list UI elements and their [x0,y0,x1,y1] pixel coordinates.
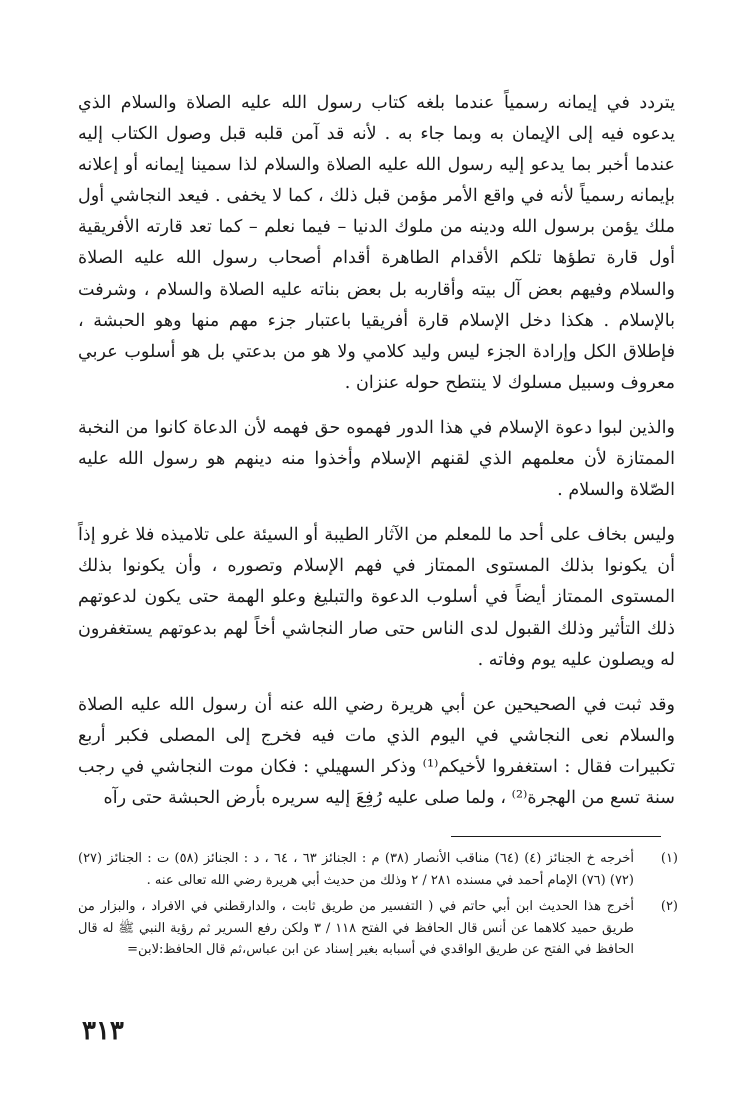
paragraph-3: وليس بخاف على أحد ما للمعلم من الآثار الطيبة أو السيئة على تلاميذه فلا غرو إذاً أن يكونوا بذلك المستوى الممتاز في فهم الإسلام وتصوره ، وأن يكونوا بذلك المستوى الممتاز أيضاً في أسلوب الدعوة والتبليغ وعلو الهمة حتى يكون لدعوتهم ذلك التأثير وذلك القبول لدى الناس حتى صار النجاشي أخاً لهم بدعوتهم يستغفرون له ويصلون عليه يوم وفاته . [78,525,675,670]
footnote-number: (٢) [660,899,678,914]
paragraph-1: يتردد في إيمانه رسمياً عندما بلغه كتاب رسول الله عليه الصلاة والسلام الذي يدعوه فيه إلى الإيمان به وبما جاء به . لأنه قد آمن قلبه قبل وصول الكتاب إليه عندما أخبر بما يدعو إليه رسول الله عليه الصلاة والسلام لذا سمينا إيمانه أو إعلانه بإيمانه رسمياً لأنه في واقع الأمر مؤمن قبل ذلك ، كما لا يخفى . فيعد النجاشي أول ملك يؤمن برسول الله ودينه من ملوك الدنيا – فيما نعلم – كما تعد قارته الأفريقية أول قارة تطؤها تلكم الأقدام الطاهرة أقدام أصحاب رسول الله عليه الصلاة والسلام وفيهم بعض آل بيته وأقاربه بل بعض بناته عليه الصلاة والسلام ، وشرفت بالإسلام . هكذا دخل الإسلام قارة أفريقيا باعتبار جزء مهم منها وهو الحبشة ، فإطلاق الكل وإرادة الجزء ليس وليد كلامي ولا هو من بدعتي بل هو أسلوب عربي معروف وسبيل مسلوك لا ينتطح حوله عنزان . [78,93,675,393]
footnote-1 [78,848,678,891]
footnote-text: أخرجه خ الجنائز (٤) (٦٤) مناقب الأنصار (٣٨) م : الجنائز ٦٣ ، ٦٤ ، د : الجنائز (٥٨) ت : الجنائز (٢٧) (٧٢) (٧٦) الإمام أحمد في مسنده ٢٨١ / ٢ وذلك من حديث أبي هريرة رضي الله تعالى عنه . [78,851,635,888]
footnote-2 [78,896,678,961]
paragraph-2: والذين لبوا دعوة الإسلام في هذا الدور فهموه حق فهمه لأن الدعاة كانوا من النخبة الممتازة لأن معلمهم الذي لقنهم الإسلام وأخذوا منه دينهم هو رسول الله عليه الصّلاة والسلام . [78,417,675,501]
footnote-separator [451,836,661,837]
footnote-text: أخرج هذا الحديث ابن أبي حاتم في ( التفسير من طريق ثابت ، والدارقطني في الافراد ، والبزار من طريق حميد كلاهما عن أنس قال الحافظ في الفتح ١١٨ / ٣ ولكن رفع السرير ثم رؤية النبي ﷺ له قال الحافظ في الفتح عن طريق الواقدي في أسبابه بغير إسناد عن ابن عباس،ثم قال الحافظ:لابن= [78,899,634,957]
page-number: ٣١٣ [82,1016,124,1046]
footnotes [78,848,678,966]
paragraph-4: وقد ثبت في الصحيحين عن أبي هريرة رضي الله عنه أن رسول الله عليه الصلاة والسلام نعى النجاشي في اليوم الذي مات فيه فخرج إلى المصلى فكبر أربع تكبيرات فقال : استغفروا لأخيكم⁽¹⁾ وذكر السهيلي : فكان موت النجاشي في رجب سنة تسع من الهجرة⁽²⁾ ، ولما صلى عليه رُفِعَ إليه سريره بأرض الحبشة حتى رآه [78,694,675,808]
footnote-number: (١) [660,851,678,866]
main-text [78,88,675,814]
